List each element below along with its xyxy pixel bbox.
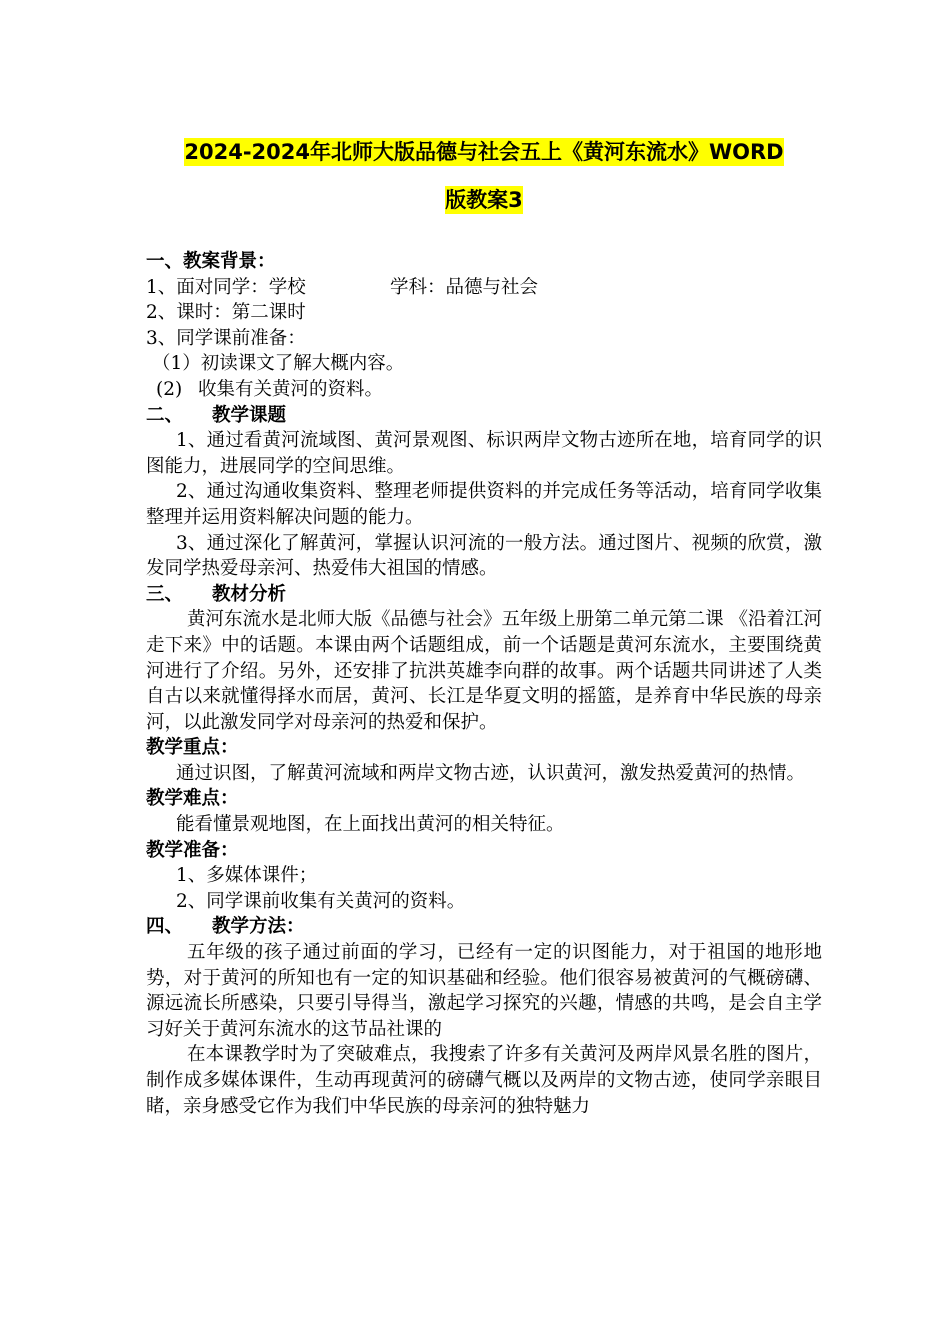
section-1-sub-1: （1）初读课文了解大概内容。 <box>152 353 405 375</box>
document-title <box>146 128 822 224</box>
section-2-paragraph-2: 2、通过沟通收集资料、整理老师提供资料的并完成任务等活动，培育同学收集整理并运用资料解决问题的能力。 <box>146 481 822 528</box>
difficult-points-heading: 教学难点： <box>146 788 239 810</box>
section-1-item-3: 3、同学课前准备： <box>146 327 306 349</box>
preparation-heading: 教学准备： <box>146 839 239 861</box>
subject-label: 学科：品德与社会 <box>390 276 539 298</box>
sub-2-text: 收集有关黄河的资料。 <box>198 378 384 400</box>
section-4-heading <box>146 914 822 940</box>
section-1-heading: 一、教案背景： <box>146 251 276 272</box>
sub-2-number: (2) <box>156 378 183 400</box>
section-4-paragraph-2: 在本课教学时为了突破难点，我搜索了许多有关黄河及两岸风景名胜的图片，制作成多媒体课件，生动再现黄河的磅礴气概以及两岸的文物古迹，使同学亲眼目睹，亲身感受它作为我们中华民族的母亲河的独特魅力 <box>146 1044 822 1117</box>
key-points-text: 通过识图，了解黄河流域和两岸文物古迹，认识黄河，激发热爱黄河的热情。 <box>176 762 806 784</box>
section-2-paragraph-1: 1、通过看黄河流域图、黄河景观图、标识两岸文物古迹所在地，培育同学的识图能力，进展同学的空间思维。 <box>146 430 822 477</box>
section-2-title: 教学课题 <box>212 404 287 426</box>
preparation-item-2: 2、同学课前收集有关黄河的资料。 <box>176 890 466 912</box>
title-line-1: 2024-2024年北师大版品德与社会五上《黄河东流水》WORD <box>184 140 784 164</box>
section-4-title: 教学方法： <box>212 916 305 938</box>
key-points-heading: 教学重点： <box>146 737 239 759</box>
section-3-heading <box>146 582 822 608</box>
section-1-item-1 <box>146 275 822 301</box>
section-2-paragraph-3: 3、通过深化了解黄河，掌握认识河流的一般方法。通过图片、视频的欣赏，激发同学热爱母亲河、热爱伟大祖国的情感。 <box>146 532 822 580</box>
section-2-number: 二、 <box>146 404 184 426</box>
section-4-paragraph-1: 五年级的孩子通过前面的学习，已经有一定的识图能力，对于祖国的地形地势，对于黄河的所知也有一定的知识基础和经验。他们很容易被黄河的气概磅礴、源远流长所感染，只要引导得当，激起学习探究的兴趣，情感的共鸣，是会自主学习好关于黄河东流水的这节品社课的 <box>146 942 822 1040</box>
section-4-number: 四、 <box>146 916 184 938</box>
section-3-title: 教材分析 <box>212 583 287 605</box>
section-2-heading <box>146 403 822 429</box>
preparation-item-1: 1、多媒体课件； <box>176 865 318 887</box>
section-3-number: 三、 <box>146 583 184 605</box>
difficult-points-text: 能看懂景观地图，在上面找出黄河的相关特征。 <box>176 814 565 836</box>
audience-label: 1、面对同学：学校 <box>146 276 306 298</box>
document-page <box>146 128 822 1119</box>
section-1-item-2: 2、课时：第二课时 <box>146 302 306 324</box>
title-line-2: 版教案3 <box>445 188 523 212</box>
section-1-sub-2 <box>146 377 822 403</box>
section-3-paragraph-1: 黄河东流水是北师大版《品德与社会》五年级上册第二单元第二课 《沿着江河走下来》中的话题。本课由两个话题组成，前一个话题是黄河东流水，主要围绕黄河进行了介绍。另外，还安排了抗洪英雄李向群的故事。两个话题共同讲述了人类自古以来就懂得择水而居，黄河、长江是华夏文明的摇篮，是养育中华民族的母亲河，以此激发同学对母亲河的热爱和保护。 <box>146 609 822 733</box>
